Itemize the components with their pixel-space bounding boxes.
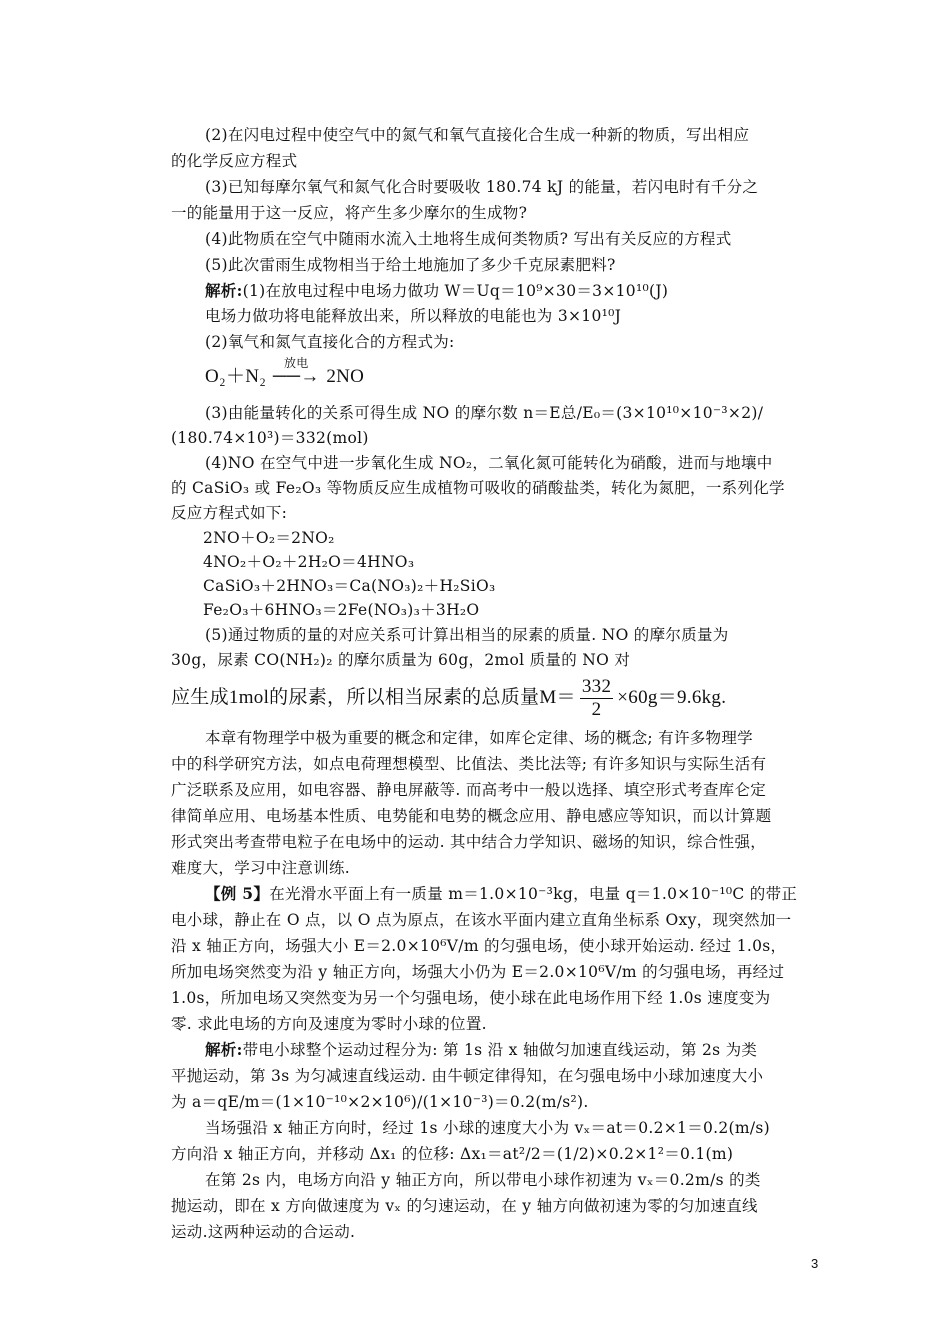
reaction-equation-1 <box>205 356 365 388</box>
question-5-line: (5)此次雷雨生成物相当于给土地施加了多少千克尿素肥料? <box>205 256 616 274</box>
answer-1-text: (1)在放电过程中电场力做功 W＝Uq＝10⁹×30＝3×10¹⁰(J) <box>242 282 669 300</box>
arrow-label: 放电 <box>283 356 309 370</box>
analysis-label: 解析: <box>205 281 243 300</box>
answer-1-line-2: 电场力做功将电能释放出来，所以释放的电能也为 3×10¹⁰J <box>205 307 622 325</box>
question-3-line-2: 一的能量用于这一反应，将产生多少摩尔的生成物? <box>171 204 528 222</box>
example-5-line-6: 零. 求此电场的方向及速度为零时小球的位置. <box>171 1015 487 1033</box>
example-5-line-1 <box>205 883 797 905</box>
question-4-line: (4)此物质在空气中随雨水流入土地将生成何类物质? 写出有关反应的方程式 <box>205 230 732 248</box>
analysis-label-2: 解析: <box>205 1040 243 1059</box>
question-2-line-2: 的化学反应方程式 <box>171 152 298 170</box>
answer-2-line: (2)氧气和氮气直接化合的方程式为: <box>205 333 455 351</box>
answer-3-line-1: (3)由能量转化的关系可得生成 NO 的摩尔数 n＝E总/E₀＝(3×10¹⁰×10⁻³×2)/ <box>205 404 764 422</box>
example-5-text: 在光滑水平面上有一质量 m＝1.0×10⁻³kg，电量 q＝1.0×10⁻¹⁰C 的带正 <box>269 885 798 903</box>
answer-5-line-2: 30g，尿素 CO(NH₂)₂ 的摩尔质量为 60g，2mol 质量的 NO 对 <box>171 651 631 669</box>
analysis-2-line-7: 抛运动，即在 x 方向做速度为 vₓ 的匀速运动，在 y 轴方向做初速为零的匀加速直线 <box>171 1197 758 1215</box>
urea-mass-formula <box>171 676 726 721</box>
question-2-line-1: (2)在闪电过程中使空气中的氮气和氧气直接化合生成一种新的物质，写出相应 <box>205 126 750 144</box>
answer-3-line-2: (180.74×10³)＝332(mol) <box>171 429 369 447</box>
summary-line-5: 形式突出考查带电粒子在电场中的运动. 其中结合力学知识、磁场的知识，综合性强， <box>171 833 767 851</box>
analysis-2-line-2: 平抛运动，第 3s 为匀减速直线运动. 由牛顿定律得知，在匀强电场中小球加速度大小 <box>171 1067 764 1085</box>
answer-4-line-2: 的 CaSiO₃ 或 Fe₂O₃ 等物质反应生成植物可吸收的硝酸盐类，转化为氮肥，一系列化学 <box>171 479 785 497</box>
answer-5-line-1: (5)通过物质的量的对应关系可计算出相当的尿素的质量. NO 的摩尔质量为 <box>205 626 729 644</box>
chem-equation-2: 4NO₂＋O₂＋2H₂O＝4HNO₃ <box>203 553 415 571</box>
formula-prefix: 应生成1mol的尿素，所以相当尿素的总质量M＝ <box>171 686 576 708</box>
fraction-numerator: 332 <box>581 676 612 697</box>
analysis-2-text: 带电小球整个运动过程分为: 第 1s 沿 x 轴做匀加速直线运动，第 2s 为类 <box>242 1041 758 1059</box>
analysis-2-line-1 <box>205 1039 757 1061</box>
fraction <box>580 676 613 721</box>
answer-4-line-1: (4)NO 在空气中进一步氧化生成 NO₂，二氧化氮可能转化为硝酸，进而与地壤中 <box>205 454 773 472</box>
chem-equation-3: CaSiO₃＋2HNO₃＝Ca(NO₃)₂＋H₂SiO₃ <box>203 577 496 595</box>
summary-line-1: 本章有物理学中极为重要的概念和定律，如库仑定律、场的概念; 有许多物理学 <box>205 729 753 747</box>
analysis-2-line-3: 为 a＝qE/m＝(1×10⁻¹⁰×2×10⁶)/(1×10⁻³)＝0.2(m/s²). <box>171 1093 589 1111</box>
page-number: 3 <box>811 1256 819 1271</box>
summary-line-3: 广泛联系及应用，如电容器、静电屏蔽等. 而高考中一般以选择、填空形式考查库仑定 <box>171 781 767 799</box>
equation-left: O₂＋N₂ <box>205 366 267 387</box>
analysis-2-line-4: 当场强沿 x 轴正方向时，经过 1s 小球的速度大小为 vₓ＝at＝0.2×1＝0.2(m/s) <box>205 1119 771 1137</box>
question-3-line-1: (3)已知每摩尔氧气和氮气化合时要吸收 180.74 kJ 的能量，若闪电时有千分之 <box>205 178 759 196</box>
example-5-line-5: 1.0s，所加电场又突然变为另一个匀强电场，使小球在此电场作用下经 1.0s 速度变为 <box>171 989 771 1007</box>
analysis-2-line-8: 运动.这两种运动的合运动. <box>171 1223 356 1241</box>
fraction-denominator: 2 <box>591 699 602 720</box>
example-5-line-2: 电小球，静止在 O 点，以 O 点为原点，在该水平面内建立直角坐标系 Oxy，现突然加一 <box>171 911 792 929</box>
summary-line-4: 律简单应用、电场基本性质、电势能和电势的概念应用、静电感应等知识，而以计算题 <box>171 807 772 825</box>
example-label: 【例 5】 <box>205 884 270 903</box>
example-5-line-4: 所加电场突然变为沿 y 轴正方向，场强大小仍为 E＝2.0×10⁶V/m 的匀强电场，再经过 <box>171 963 785 981</box>
chem-equation-1: 2NO＋O₂＝2NO₂ <box>203 529 335 547</box>
equation-right: 2NO <box>326 366 365 387</box>
analysis-2-line-6: 在第 2s 内，电场方向沿 y 轴正方向，所以带电小球作初速为 vₓ＝0.2m/s 的类 <box>205 1171 761 1189</box>
example-5-line-3: 沿 x 轴正方向，场强大小 E＝2.0×10⁶V/m 的匀强电场，使小球开始运动. 经过 1.0s， <box>171 937 787 955</box>
answer-1-line <box>205 280 668 302</box>
formula-suffix: ×60g＝9.6kg. <box>617 686 727 708</box>
analysis-2-line-5: 方向沿 x 轴正方向，并移动 Δx₁ 的位移: Δx₁＝at²/2＝(1/2)×0.2×1²＝0.1(m) <box>171 1145 734 1163</box>
answer-4-line-3: 反应方程式如下: <box>171 504 288 522</box>
summary-line-2: 中的科学研究方法，如点电荷理想模型、比值法、类比法等; 有许多知识与实际生活有 <box>171 755 767 773</box>
chem-equation-4: Fe₂O₃＋6HNO₃＝2Fe(NO₃)₃＋3H₂O <box>203 601 480 619</box>
reaction-arrow: 放电 ──→ <box>271 366 321 388</box>
summary-line-6: 难度大，学习中注意训练. <box>171 859 351 877</box>
